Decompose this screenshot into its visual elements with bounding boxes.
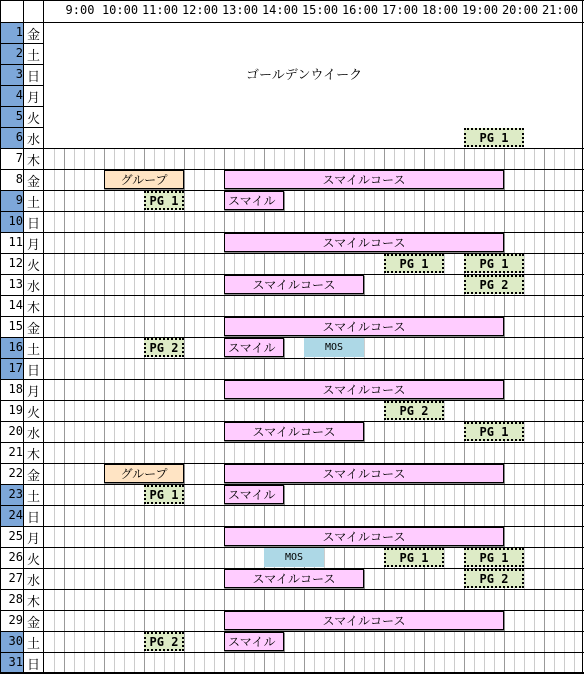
day-of-week: 月 [26,91,40,106]
day-number: 18 [8,382,23,396]
day-number: 28 [8,592,23,606]
pg-event[interactable]: PG 1 [144,191,184,210]
day-of-week: 月 [26,532,40,547]
smile-event[interactable]: スマイルコース [224,569,364,588]
pg-event[interactable]: PG 2 [144,338,184,357]
day-number: 7 [15,151,23,165]
day-of-week: 土 [26,343,40,358]
pg-event[interactable]: PG 1 [384,548,444,567]
day-of-week: 日 [26,217,40,232]
day-of-week: 土 [26,637,40,652]
day-number: 21 [8,445,23,459]
day-of-week: 火 [26,406,40,421]
hour-label: 14:00 [261,3,299,17]
pg-event[interactable]: PG 1 [464,128,524,147]
hour-label: 21:00 [541,3,579,17]
day-of-week: 日 [26,658,40,673]
group-event[interactable]: グループ [104,170,184,189]
day-of-week: 金 [26,616,40,631]
day-number: 22 [8,466,23,480]
day-number: 10 [8,214,23,228]
day-number: 9 [15,193,23,207]
day-number: 12 [8,256,23,270]
day-of-week: 木 [26,595,40,610]
day-of-week: 水 [26,427,40,442]
day-of-week: 日 [26,70,40,85]
day-number: 24 [8,508,23,522]
hour-label: 20:00 [501,3,539,17]
smile-event[interactable]: スマイル [224,191,284,210]
day-number: 6 [15,130,23,144]
hour-label: 19:00 [461,3,499,17]
day-of-week: 金 [26,322,40,337]
smile-event[interactable]: スマイルコース [224,380,504,399]
pg-event[interactable]: PG 2 [464,569,524,588]
hour-label: 9:00 [65,3,95,17]
day-number: 31 [8,655,23,669]
day-number: 15 [8,319,23,333]
mos-event[interactable]: MOS [304,338,364,357]
hour-label: 12:00 [181,3,219,17]
pg-event[interactable]: PG 1 [384,254,444,273]
day-of-week: 火 [26,553,40,568]
pg-event[interactable]: PG 2 [464,275,524,294]
pg-event[interactable]: PG 1 [464,422,524,441]
day-number: 29 [8,613,23,627]
pg-event[interactable]: PG 1 [144,485,184,504]
hour-label: 11:00 [141,3,179,17]
day-of-week: 日 [26,364,40,379]
day-of-week: 土 [26,49,40,64]
smile-event[interactable]: スマイルコース [224,464,504,483]
smile-event[interactable]: スマイルコース [224,422,364,441]
day-number: 30 [8,634,23,648]
hour-label: 13:00 [221,3,259,17]
hour-label: 16:00 [341,3,379,17]
day-number: 3 [15,67,23,81]
day-of-week: 日 [26,511,40,526]
day-of-week: 水 [26,574,40,589]
day-of-week: 月 [26,385,40,400]
smile-event[interactable]: スマイルコース [224,611,504,630]
day-number: 26 [8,550,23,564]
day-number: 5 [15,109,23,123]
hour-label: 10:00 [101,3,139,17]
day-of-week: 土 [26,196,40,211]
smile-event[interactable]: スマイルコース [224,317,504,336]
pg-event[interactable]: PG 2 [144,632,184,651]
smile-event[interactable]: スマイルコース [224,527,504,546]
day-number: 17 [8,361,23,375]
day-of-week: 金 [26,469,40,484]
smile-event[interactable]: スマイル [224,485,284,504]
mos-event[interactable]: MOS [264,548,324,567]
hour-label: 15:00 [301,3,339,17]
hour-label: 17:00 [381,3,419,17]
day-number: 27 [8,571,23,585]
day-of-week: 金 [26,175,40,190]
day-number: 1 [15,25,23,39]
pg-event[interactable]: PG 2 [384,401,444,420]
day-of-week: 水 [26,280,40,295]
day-number: 13 [8,277,23,291]
group-event[interactable]: グループ [104,464,184,483]
day-number: 19 [8,403,23,417]
day-of-week: 木 [26,154,40,169]
pg-event[interactable]: PG 1 [464,548,524,567]
day-of-week: 土 [26,490,40,505]
day-of-week: 月 [26,238,40,253]
smile-event[interactable]: スマイルコース [224,233,504,252]
day-number: 8 [15,172,23,186]
day-of-week: 火 [26,259,40,274]
smile-event[interactable]: スマイルコース [224,170,504,189]
day-of-week: 木 [26,448,40,463]
day-of-week: 火 [26,112,40,127]
hour-label: 18:00 [421,3,459,17]
day-number: 16 [8,340,23,354]
day-number: 14 [8,298,23,312]
day-number: 4 [15,88,23,102]
day-number: 25 [8,529,23,543]
day-number: 23 [8,487,23,501]
day-of-week: 水 [26,133,40,148]
day-of-week: 木 [26,301,40,316]
smile-event[interactable]: スマイル [224,632,284,651]
day-number: 2 [15,46,23,60]
day-number: 20 [8,424,23,438]
smile-event[interactable]: スマイル [224,338,284,357]
day-of-week: 金 [26,28,40,43]
golden-week-label: ゴールデンウイーク [246,64,362,83]
day-number: 11 [8,235,23,249]
pg-event[interactable]: PG 1 [464,254,524,273]
smile-event[interactable]: スマイルコース [224,275,364,294]
